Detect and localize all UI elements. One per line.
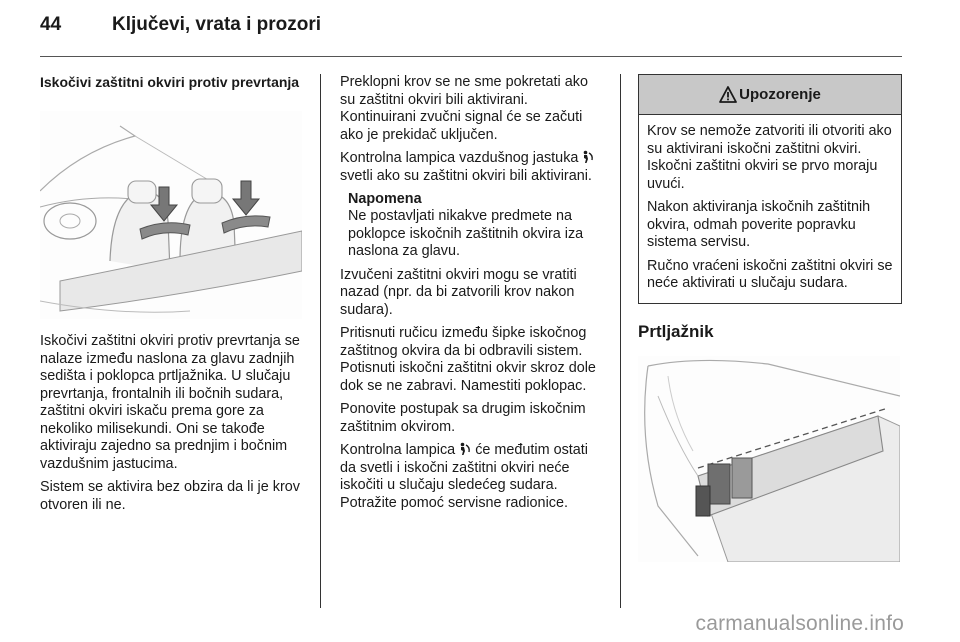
warning-paragraph: Krov se nemože zatvoriti ili otvoriti ako su aktivirani iskočni zaštitni okviri. Iskočni zaštitni okviri se prvo moraju uvući. <box>647 123 892 192</box>
paragraph: Izvučeni zaštitni okviri mogu se vratiti nazad (npr. da bi zatvorili krov nakon sudara). <box>340 266 577 318</box>
paragraph-text: svetli ako su zaštitni okviri bili aktivirani. <box>340 167 592 184</box>
page-number: 44 <box>40 14 62 35</box>
trunk-drawing <box>638 356 900 562</box>
column-1 <box>40 74 302 514</box>
column-divider <box>320 74 321 608</box>
paragraph-text: Kontrolna lampica vazdušnog jastuka <box>340 150 579 166</box>
paragraph <box>340 442 602 512</box>
warning-body <box>639 115 901 303</box>
note-text: Ne postavljati nikakve predmete na poklopce iskočnih zaštitnih okvira iza naslona za glavu. <box>348 208 584 259</box>
section-heading-trunk: Prtljažnik <box>638 321 714 341</box>
warning-header <box>639 75 901 115</box>
airbag-indicator-icon <box>459 442 471 456</box>
column-divider <box>620 74 621 608</box>
page-header <box>40 14 321 50</box>
rollover-bars-drawing <box>40 111 302 319</box>
trunk-illustration <box>638 356 900 562</box>
paragraph: Ponovite postupak sa drugim iskočnim zaštitnim okvirom. <box>340 401 586 435</box>
paragraph: Sistem se aktivira bez obzira da li je krov otvoren ili ne. <box>40 479 300 513</box>
paragraph-text: Kontrolna lampica <box>340 442 456 458</box>
paragraph <box>340 150 602 185</box>
warning-triangle-icon <box>719 86 737 103</box>
warning-paragraph: Ručno vraćeni iskočni zaštitni okviri se neće aktivirati u slučaju sudara. <box>647 257 893 291</box>
header-rule <box>40 56 902 57</box>
note-title: Napomena <box>348 191 422 207</box>
chapter-title: Ključevi, vrata i prozori <box>112 14 322 35</box>
airbag-indicator-icon <box>582 150 594 164</box>
warning-paragraph: Nakon aktiviranja iskočnih zaštitnih okvira, odmah poverite popravku sistema servisu. <box>647 199 871 250</box>
paragraph: Iskočivi zaštitni okviri protiv prevrtanja se nalaze između naslona za glavu zadnjih sedišta i poklopca prtljažnika. U slučaju prevrtanja, frontalnih ili bočnih sudara, zaštitni okviri iskaču prema gore za nekoliko milisekundi. Oni se takođe aktiviraju zajedno sa prednjim i bočnim vazdušnim jastucima. <box>40 333 300 472</box>
column-2 <box>340 74 602 512</box>
warning-box <box>638 74 902 304</box>
section-heading-rollover: Iskočivi zaštitni okviri protiv prevrtanja <box>40 74 300 90</box>
paragraph-text: će međutim ostati da svetli i iskočni zaštitni okviri neće iskočiti u slučaju sledećeg sudara. Potražite pomoć servisne radionice. <box>340 442 588 511</box>
rollover-bars-illustration <box>40 111 302 319</box>
note-block <box>348 191 602 261</box>
column-3 <box>638 74 902 562</box>
paragraph: Pritisnuti ručicu između šipke iskočnog zaštitnog okvira da bi odbravili sistem. Potisnuti iskočni zaštitni okvir skroz dole dok se ne zabravi. Namestiti poklopac. <box>340 325 596 394</box>
paragraph: Preklopni krov se ne sme pokretati ako su zaštitni okviri bili aktivirani. Kontinuirani zvučni signal će se začuti ako je prekidač uključen. <box>340 74 588 143</box>
watermark: carmanualsonline.info <box>695 612 904 635</box>
warning-title: Upozorenje <box>739 86 821 103</box>
